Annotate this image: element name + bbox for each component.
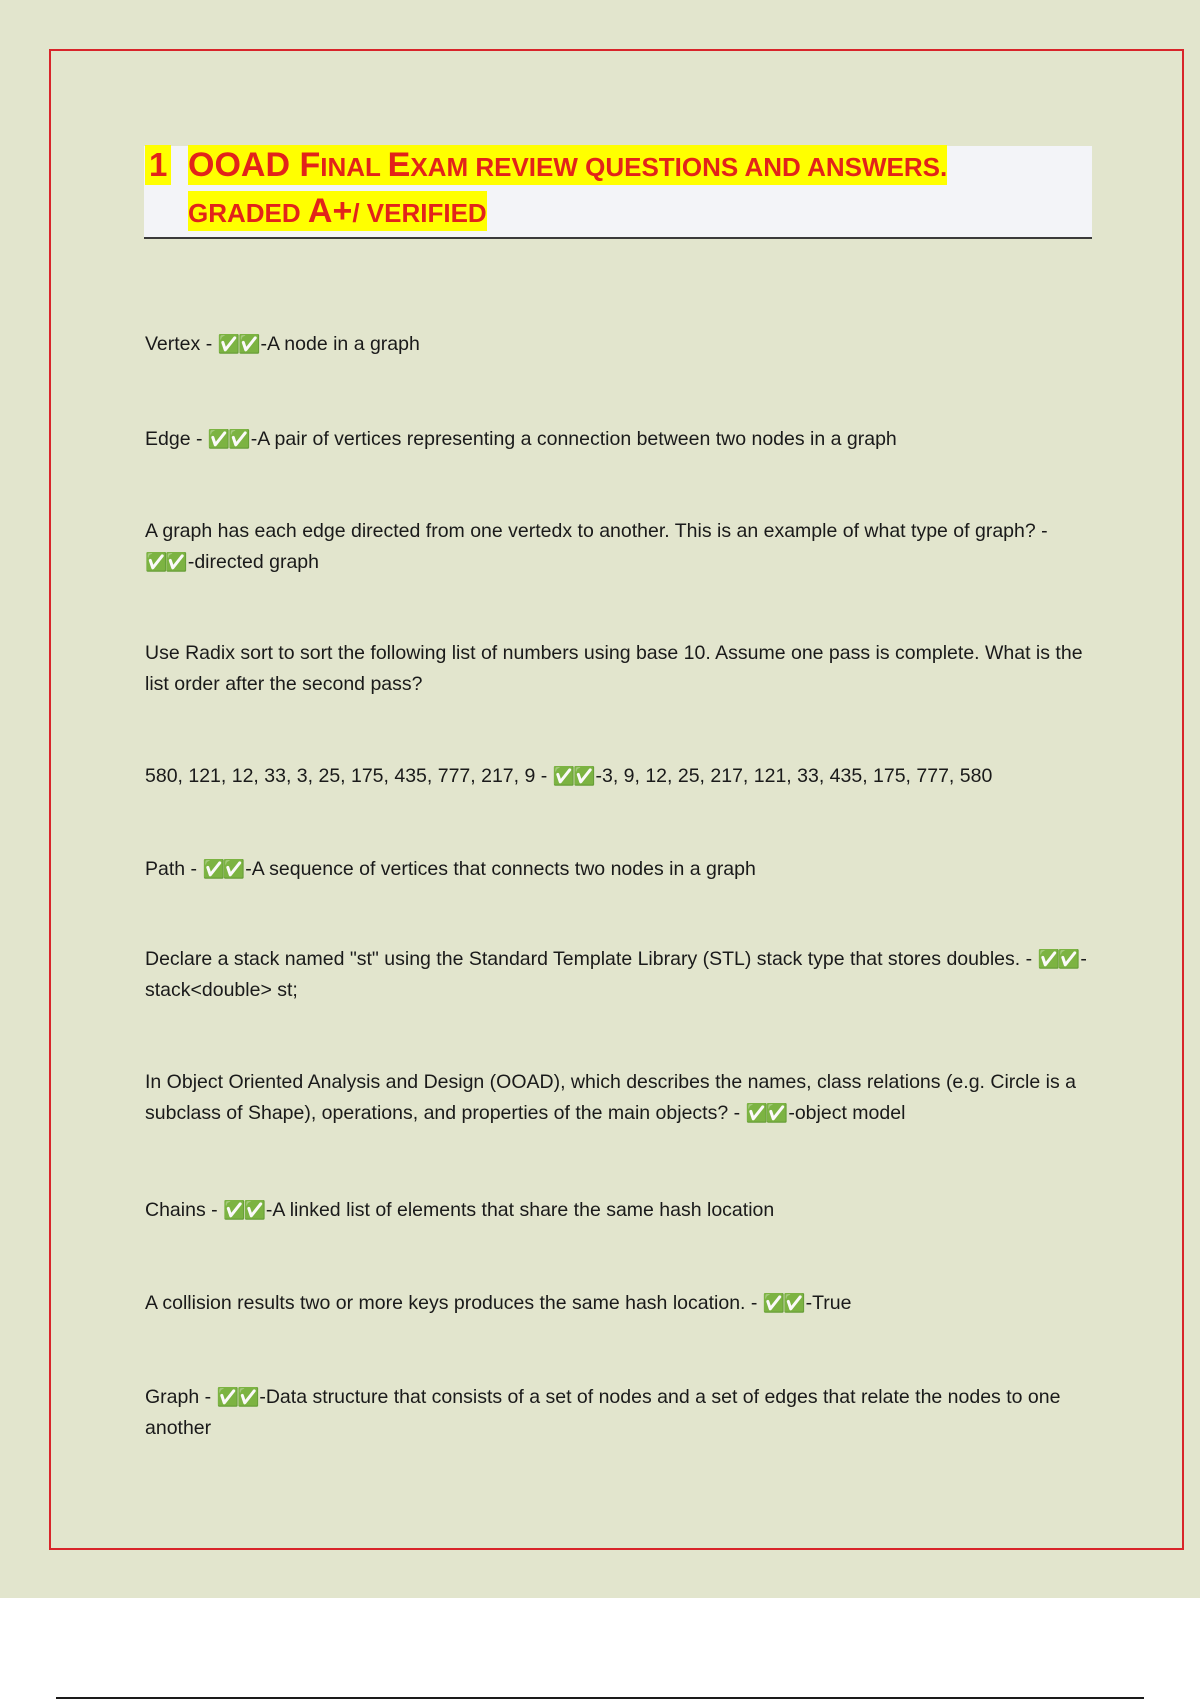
qa-item [145,1382,1095,1444]
qa-item [145,944,1095,1006]
qa-item [145,638,1095,700]
double-check-icon: ✅✅ [745,1103,787,1123]
qa-question: A graph has each edge directed from one vertedx to another. This is an example of what type of graph? - [145,520,1048,542]
qa-answer: -Data structure that consists of a set of nodes and a set of edges that relate the nodes to one another [145,1386,1061,1439]
double-check-icon: ✅✅ [223,1200,264,1220]
qa-item [145,1195,1095,1226]
qa-question: Declare a stack named "st" using the Standard Template Library (STL) stack type that stores doubles. - [145,948,1038,970]
qa-item [145,329,1095,360]
qa-answer: -object model [788,1102,906,1124]
title-part: GRADED [188,198,308,228]
title-part: XAM REVIEW QUESTIONS AND ANSWERS. [410,152,948,182]
qa-question: In Object Oriented Analysis and Design (OOAD), which describes the names, class relations (e.g. Circle is a subclass of Shape), operations, and properties of the main objects? - [145,1071,1076,1124]
qa-question: Graph - [145,1386,217,1408]
qa-question: 580, 121, 12, 33, 3, 25, 175, 435, 777, 217, 9 - [145,765,553,787]
qa-answer: -A linked list of elements that share the same hash location [265,1199,775,1221]
qa-question: Edge - [145,428,208,450]
double-check-icon: ✅✅ [207,429,249,449]
qa-question: A collision results two or more keys produces the same hash location. - [145,1292,763,1314]
qa-question: Vertex - [145,333,218,355]
title-line-1 [188,145,947,185]
qa-item [145,424,1095,455]
qa-answer: -directed graph [187,551,319,573]
double-check-icon: ✅✅ [202,859,244,879]
double-check-icon: ✅✅ [145,552,186,572]
page-border [49,49,1184,1550]
qa-answer: -A pair of vertices representing a connection between two nodes in a graph [250,428,897,450]
title-part: INAL [320,152,388,182]
qa-item [145,1067,1095,1129]
title-part: E [387,146,411,184]
qa-question: Path - [145,858,203,880]
qa-item [145,516,1095,578]
double-check-icon: ✅✅ [552,766,594,786]
qa-question: Chains - [145,1199,224,1221]
qa-item [145,854,1095,885]
qa-question: Use Radix sort to sort the following list of numbers using base 10. Assume one pass is complete. What is the list order after the second pass? [145,642,1083,695]
double-check-icon: ✅✅ [762,1293,804,1313]
footer-divider [56,1697,1144,1699]
double-check-icon: ✅✅ [1037,949,1079,969]
qa-answer: -stack<double> st; [145,948,1087,1001]
qa-answer: -3, 9, 12, 25, 217, 121, 33, 435, 175, 777, 580 [595,765,993,787]
title-part: A+ [307,192,353,230]
title-line-2 [188,191,487,231]
qa-answer: -True [805,1292,852,1314]
title-part: OOAD F [188,146,321,184]
double-check-icon: ✅✅ [216,1387,258,1407]
qa-item [145,1288,1095,1319]
double-check-icon: ✅✅ [217,334,259,354]
title-number: 1 [145,145,171,185]
qa-item [145,761,1095,792]
title-part: / VERIFIED [352,198,487,228]
qa-answer: -A node in a graph [260,333,420,355]
qa-answer: -A sequence of vertices that connects two nodes in a graph [245,858,756,880]
